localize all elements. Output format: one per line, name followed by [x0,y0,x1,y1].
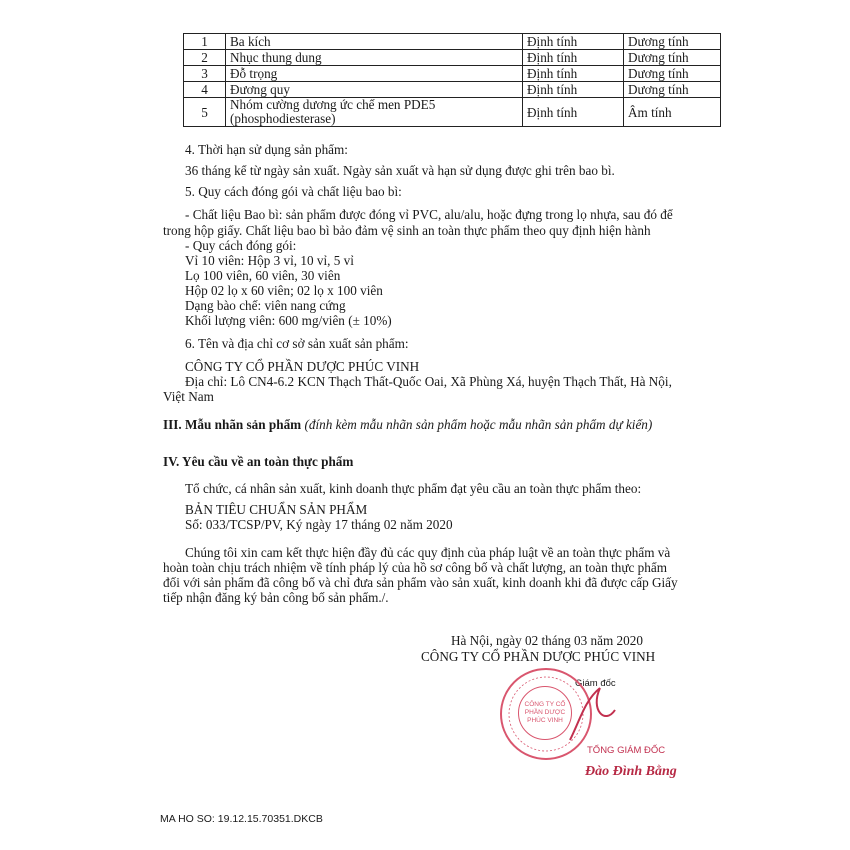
table-row [184,98,721,127]
row-number: 4 [184,82,226,98]
row-number: 3 [184,66,226,82]
packaging-spec-box: Hộp 02 lọ x 60 viên; 02 lọ x 100 viên [185,283,383,298]
manufacturer-name: CÔNG TY CỔ PHẦN DƯỢC PHÚC VINH [185,359,420,374]
row-number: 5 [184,98,226,127]
commitment-line1: Chúng tôi xin cam kết thực hiện đầy đủ các quy định của pháp luật về an toàn thực phẩm và [185,545,671,560]
test-method: Định tính [523,98,624,127]
packaging-spec-heading: - Quy cách đóng gói: [185,238,297,253]
test-method: Định tính [523,82,624,98]
dossier-code: MA HO SO: 19.12.15.70351.DKCB [160,813,323,825]
signature-mark-icon [560,680,620,750]
test-result: Âm tính [624,98,721,127]
packaging-material-line2: trong hộp giấy. Chất liệu bao bì bảo đảm vệ sinh an toàn thực phẩm theo quy định hiện hành [163,223,651,238]
packaging-material-line1: - Chất liệu Bao bì: sản phẩm được đóng vỉ PVC, alu/alu, hoặc đựng trong lọ nhựa, sau đó để [185,207,673,222]
table-row [184,82,721,98]
test-result: Dương tính [624,82,721,98]
ingredient-test-table [183,33,721,127]
ingredient-name: Ba kích [226,34,523,50]
food-safety-intro: Tổ chức, cá nhân sản xuất, kinh doanh thực phẩm đạt yêu cầu an toàn thực phẩm theo: [185,481,642,496]
signature-company: CÔNG TY CỔ PHẦN DƯỢC PHÚC VINH [421,649,656,664]
manufacturer-address: Địa chỉ: Lô CN4-6.2 KCN Thạch Thất-Quốc Oai, Xã Phùng Xá, huyện Thạch Thất, Hà Nội, [185,374,672,389]
standard-title: BẢN TIÊU CHUẨN SẢN PHẨM [185,502,368,517]
label-section [163,417,652,433]
signer-role: Giám đốc [575,678,616,689]
signer-title: TỔNG GIÁM ĐỐC [587,745,666,756]
row-number: 2 [184,50,226,66]
packaging-spec-blister: Vỉ 10 viên: Hộp 3 vỉ, 10 vỉ, 5 vỉ [185,253,354,268]
ingredient-name: Đỗ trọng [226,66,523,82]
packaging-spec-bottle: Lọ 100 viên, 60 viên, 30 viên [185,268,341,283]
commitment-line3: đối với sản phẩm đã công bố và chỉ đưa sản phẩm vào sản xuất, kinh doanh khi đã được cấp Giấy [163,575,678,590]
commitment-line4: tiếp nhận đăng ký bản công bố sản phẩm./. [163,590,389,605]
test-method: Định tính [523,50,624,66]
capsule-weight: Khối lượng viên: 600 mg/viên (± 10%) [185,313,392,328]
seal-text: CÔNG TY CỔ PHẦN DƯỢC PHÚC VINH [524,701,566,724]
commitment-line2: hoàn toàn chịu trách nhiệm về tính pháp lý của hồ sơ công bố và chất lượng, an toàn thực phẩm [163,560,667,575]
manufacturer-heading: 6. Tên và địa chỉ cơ sở sản xuất sản phẩm: [185,336,409,351]
manufacturer-country: Việt Nam [163,389,214,404]
test-result: Dương tính [624,66,721,82]
dosage-form: Dạng bào chế: viên nang cứng [185,298,346,313]
test-result: Dương tính [624,34,721,50]
table-row [184,66,721,82]
table-row [184,50,721,66]
ingredient-name [226,98,523,127]
packaging-heading: 5. Quy cách đóng gói và chất liệu bao bì: [185,184,402,199]
row-number: 1 [184,34,226,50]
standard-number: Số: 033/TCSP/PV, Ký ngày 17 tháng 02 năm 2020 [185,517,453,532]
food-safety-heading: IV. Yêu cầu về an toàn thực phẩm [163,454,354,469]
ingredient-name-line2: (phosphodiesterase) [230,111,336,126]
test-result: Dương tính [624,50,721,66]
label-section-heading: III. Mẫu nhãn sản phẩm [163,417,302,432]
signer-name: Đào Đình Bằng [585,764,677,779]
ingredient-name: Đương quy [226,82,523,98]
test-method: Định tính [523,66,624,82]
table-row [184,34,721,50]
shelf-life-text: 36 tháng kể từ ngày sản xuất. Ngày sản xuất và hạn sử dụng được ghi trên bao bì. [185,163,615,178]
test-method: Định tính [523,34,624,50]
signature-date: Hà Nội, ngày 02 tháng 03 năm 2020 [451,633,643,648]
ingredient-name-line1: Nhóm cường dương ức chế men PDE5 [230,97,436,112]
ingredient-name: Nhục thung dung [226,50,523,66]
shelf-life-heading: 4. Thời hạn sử dụng sản phẩm: [185,142,348,157]
label-section-note: (đính kèm mẫu nhãn sản phẩm hoặc mẫu nhãn sản phẩm dự kiến) [304,417,653,432]
